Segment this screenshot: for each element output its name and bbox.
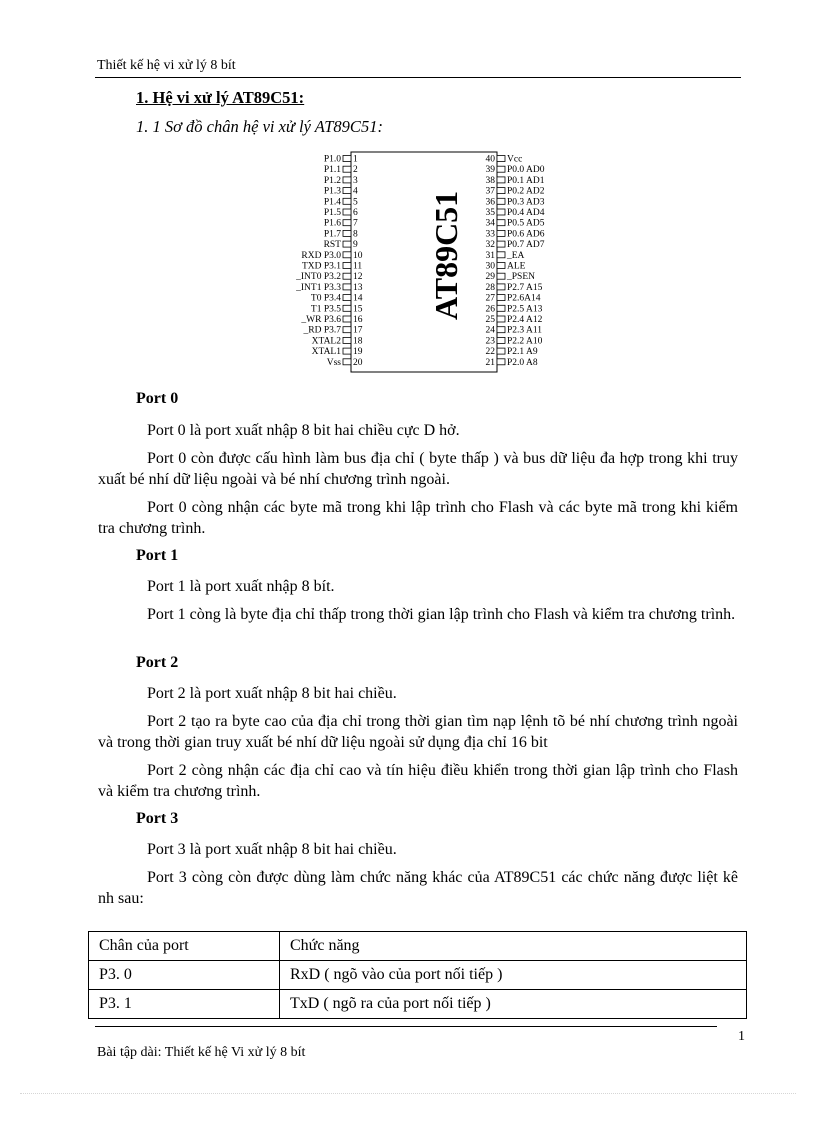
pin-name: P1.5 [323,208,341,218]
pin-stub [497,316,505,322]
pin-name: P1.3 [323,186,341,197]
pin-number: 31 [485,250,495,261]
pin-number: 15 [353,304,363,315]
port2-title: Port 2 [136,654,179,671]
table-header-cell: Chân của port [89,932,280,961]
pin-stub [343,188,351,194]
pin-stub [343,263,351,269]
port0-para-3: Port 0 còng nhận các byte mã trong khi lập trình cho Flash và các byte mã trong khi kiểm tra chương trình. [98,499,738,537]
port1-title: Port 1 [136,547,179,564]
pin-stub [343,230,351,236]
pin-stub [497,284,505,290]
pin-number: 19 [353,347,363,358]
pin-stub [497,209,505,215]
pin-number: 30 [485,261,495,272]
pin-name: P0.0 AD0 [507,165,545,176]
page-edge-divider [20,1093,796,1094]
right-pin-group [486,155,545,368]
pin-stub [343,316,351,322]
port2-para-3: Port 2 còng nhận các địa chỉ cao và tín hiệu điều khiển trong thời gian lập trình cho Flash và kiểm tra chương trình. [98,762,738,800]
port2-para-1: Port 2 là port xuất nhập 8 bit hai chiều. [147,685,397,702]
pin-number: 9 [353,240,358,251]
pin-name: P2.2 A10 [507,336,543,347]
pin-name: P2.6A14 [507,293,541,304]
pin-number: 11 [353,261,363,272]
table-cell: RxD ( ngõ vào của port nối tiếp ) [280,961,747,990]
pin-name: _PSEN [507,272,535,283]
table-header-cell: Chức năng [280,932,747,961]
pin-stub [343,348,351,354]
pin-stub [343,177,351,183]
pin-name: Vss [326,357,341,368]
pin-stub [497,273,505,279]
pin-name: P0.2 AD2 [507,186,545,197]
pin-number: 5 [353,197,358,208]
pin-number: 18 [353,336,363,347]
port1-para-1: Port 1 là port xuất nhập 8 bít. [147,578,335,595]
pin-stub [497,359,505,365]
pin-stub [497,337,505,343]
pin-stub [497,295,505,301]
running-footer: Bài tập dài: Thiết kế hệ Vi xử lý 8 bít [97,1045,306,1060]
pin-name: TXD P3.1 [301,261,341,272]
pinout-diagram [285,148,555,374]
pin-number: 13 [353,282,363,293]
pin-stub [497,177,505,183]
port3-para-1: Port 3 là port xuất nhập 8 bit hai chiều. [147,841,397,858]
pin-name: P2.4 A12 [507,315,543,325]
pin-stub [343,305,351,311]
table-row [89,990,747,1019]
pin-stub [343,220,351,226]
pin-stub [343,209,351,215]
pin-name: P2.0 A8 [507,357,538,368]
pin-number: 20 [353,357,363,368]
pin-stub [497,230,505,236]
port2-para-2: Port 2 tạo ra byte cao của địa chỉ trong thời gian tìm nạp lệnh tõ bé nhí chương trình ngoài và trong thời gian truy xuất bé nhí dữ liệu ngoài sử dụng địa chỉ 16 bit [98,713,738,751]
pin-name: P1.0 [323,154,341,165]
chip-body [351,152,497,372]
pin-name: _INT1 P3.3 [296,282,341,293]
pin-stub [343,273,351,279]
pin-stub [343,166,351,172]
port1-para-2: Port 1 còng là byte địa chỉ thấp trong thời gian lập trình cho Flash và kiểm tra chương trình. [147,606,736,623]
pin-number: 33 [485,229,495,240]
pin-stub [497,241,505,247]
pin-name: RST [323,240,341,251]
pin-stub [343,252,351,258]
pin-number: 24 [485,325,495,336]
pin-stub [343,156,351,162]
pinout-svg [285,148,555,374]
pin-stub [497,156,505,162]
pin-number: 2 [353,165,358,176]
pin-number: 27 [485,293,495,304]
pin-stub [497,327,505,333]
header-rule [95,77,741,78]
pin-stub [497,305,505,311]
pin-number: 32 [485,240,495,251]
pin-name: T1 P3.5 [310,304,341,315]
pin-name: P0.1 AD1 [507,175,545,186]
pin-number: 16 [353,315,363,325]
pin-stub [343,337,351,343]
pin-name: _RD P3.7 [303,325,341,336]
pin-stub [343,198,351,204]
pin-number: 6 [353,208,358,218]
port0-para-1: Port 0 là port xuất nhập 8 bit hai chiều cực D hở. [147,422,460,439]
pin-stub [343,295,351,301]
pin-number: 40 [485,154,495,165]
pin-number: 37 [485,186,495,197]
pin-name: P1.7 [323,229,341,240]
pin-name: XTAL2 [311,336,341,347]
pin-stub [497,252,505,258]
pin-name: P0.5 AD5 [507,218,545,229]
pin-number: 29 [485,272,495,283]
page-number: 1 [738,1029,745,1044]
pin-stub [497,348,505,354]
pin-name: P1.6 [323,218,341,229]
running-header: Thiết kế hệ vi xử lý 8 bít [97,58,236,73]
pin-number: 10 [353,250,363,261]
pin-number: 26 [485,304,495,315]
pin-name: _WR P3.6 [301,315,341,325]
pin-name: _INT0 P3.2 [296,272,341,283]
port3-para-2: Port 3 còng còn được dùng làm chức năng khác của AT89C51 các chức năng được liệt kê nh sau: [98,869,738,907]
pin-stub [343,359,351,365]
pin-name: ALE [507,261,526,272]
pin-name: RXD P3.0 [301,250,341,261]
pin-number: 14 [353,293,363,304]
pin-name: XTAL1 [311,347,341,358]
port0-title: Port 0 [136,390,179,407]
pin-number: 36 [485,197,495,208]
pin-number: 3 [353,175,358,186]
pin-number: 12 [353,272,363,283]
table-cell: TxD ( ngõ ra của port nối tiếp ) [280,990,747,1019]
pin-name: P2.3 A11 [507,325,543,336]
left-pin-group [295,155,363,368]
pin-number: 21 [485,357,495,368]
pin-name: P0.3 AD3 [507,197,545,208]
chip-label: AT89C51 [428,190,464,320]
pin-stub [497,198,505,204]
pin-number: 38 [485,175,495,186]
pin-number: 23 [485,336,495,347]
pin-number: 1 [353,154,358,165]
port3-title: Port 3 [136,810,179,827]
pin-name: P1.1 [323,165,341,176]
pin-name: P1.2 [323,175,341,186]
footer-rule [95,1026,717,1027]
pin-name: P2.5 A13 [507,304,543,315]
table-cell: P3. 1 [89,990,280,1019]
pin-number: 22 [485,347,495,358]
pin-name: _EA [507,250,525,261]
subsection-heading: 1. 1 Sơ đồ chân hệ vi xử lý AT89C51: [136,117,383,136]
pin-number: 4 [353,186,358,197]
pin-stub [497,220,505,226]
pin-name: P0.7 AD7 [507,240,545,251]
pin-stub [497,263,505,269]
port0-para-2: Port 0 còn được cấu hình làm bus địa chỉ ( byte thấp ) và bus dữ liệu đa hợp trong khi truy xuất bé nhí dữ liệu ngoài và bé nhí chương trình ngoài. [98,450,738,488]
section-heading: 1. Hệ vi xử lý AT89C51: [136,88,305,107]
pin-stub [343,327,351,333]
pin-number: 25 [485,315,495,325]
pin-name: P0.6 AD6 [507,229,545,240]
table-cell: P3. 0 [89,961,280,990]
pin-stub [343,241,351,247]
pin-stub [497,166,505,172]
table-header-row [89,932,747,961]
pin-number: 35 [485,208,495,218]
pin-number: 7 [353,218,358,229]
pin-name: Vcc [507,154,523,165]
table-row [89,961,747,990]
pin-name: P2.7 A15 [507,282,543,293]
pin-number: 17 [353,325,363,336]
pin-number: 39 [485,165,495,176]
pin-name: P1.4 [323,197,341,208]
pin-name: T0 P3.4 [310,293,341,304]
pin-stub [343,284,351,290]
pin-number: 8 [353,229,358,240]
pin-number: 28 [485,282,495,293]
pin-name: P0.4 AD4 [507,208,545,218]
pin-number: 34 [485,218,495,229]
pin-stub [497,188,505,194]
port3-function-table [88,931,747,1019]
pin-name: P2.1 A9 [507,347,538,358]
